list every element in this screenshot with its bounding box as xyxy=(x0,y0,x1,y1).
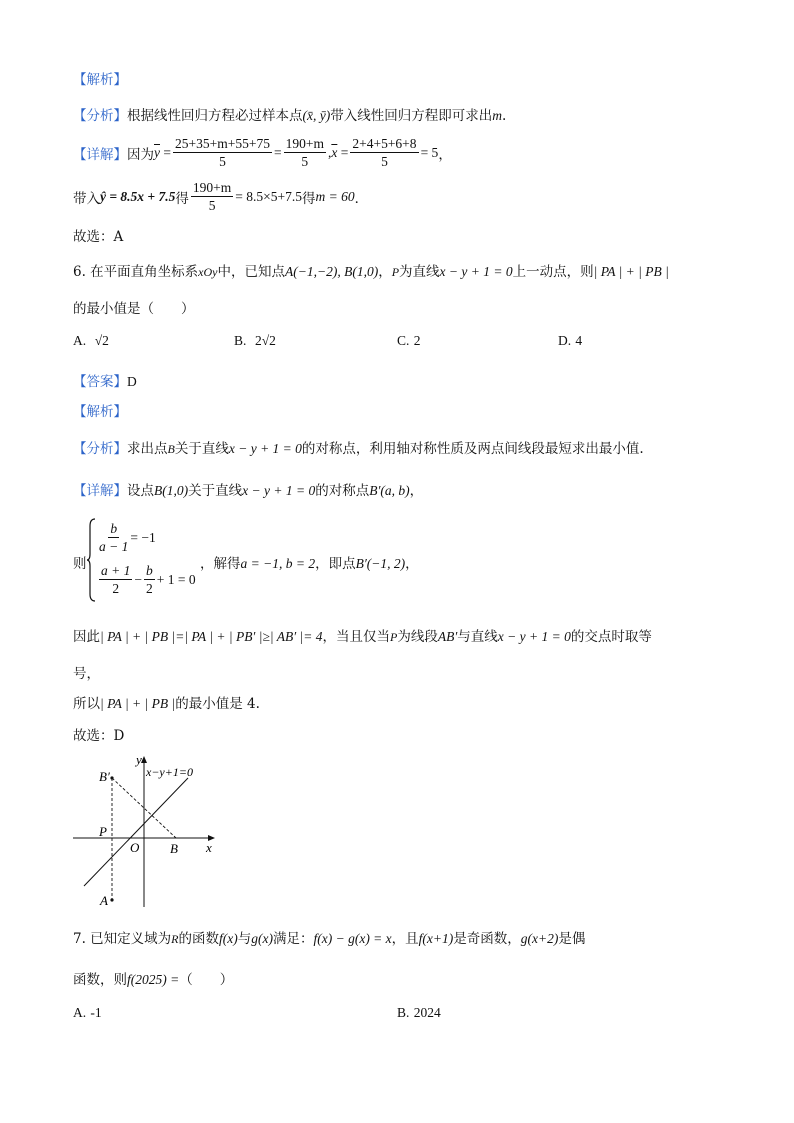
analysis-end: . xyxy=(501,108,507,124)
fig-label-x: x xyxy=(206,840,212,855)
y-mean-fraction-2 xyxy=(284,136,326,169)
sample-point: (x̄, ȳ) xyxy=(302,108,331,123)
q6-ze: 则 xyxy=(73,556,87,572)
q6-sys2-fraction-1 xyxy=(99,563,132,596)
q6-xj-a: 设点 xyxy=(127,483,154,499)
q6-option-b-value: 2√2 xyxy=(254,333,276,348)
q6-yinci-line xyxy=(73,625,652,645)
m-result: m = 60 xyxy=(315,188,355,204)
q6-figure xyxy=(70,752,220,910)
xiangjie-line: 【详解】 因为 $\overline{y}$ = $\frac{25+35+m+55+75}{5}$ = $\frac{190+m}{5}$ , $\overline{x}$ = $\frac{2+4+5+6+8}{5}$ = 5 ， xyxy=(73,136,452,169)
jiexi-tag: 【解析】 xyxy=(73,72,127,88)
q6-option-a-label: A. xyxy=(73,333,87,348)
q7-line2-a: 函数，则 xyxy=(73,972,127,988)
answer-5: 故选：A xyxy=(73,229,124,245)
q6-option-c-label: C. xyxy=(397,333,410,348)
q6-sys1-num: b xyxy=(110,521,118,536)
point-a xyxy=(110,898,113,901)
q6-stem-c: ， xyxy=(378,264,392,280)
q7-fx1: f(x+1) xyxy=(418,931,454,946)
q6-stem-b: 中，已知点 xyxy=(217,264,285,280)
q7-option-b-label: B. xyxy=(397,1005,410,1020)
q6-option-c-value: 2 xyxy=(413,333,421,348)
point-bprime xyxy=(110,776,113,779)
q6-system-eq-1 xyxy=(97,521,156,554)
end-dot: ． xyxy=(354,190,369,207)
q6-xiangjie-line xyxy=(73,479,423,499)
fig-label-bprime: B′ xyxy=(99,769,110,784)
q6-xoy: xOy xyxy=(198,265,218,279)
q6-sys-after-a: ，解得 xyxy=(200,556,241,572)
q7-f2025: f(2025) = xyxy=(127,972,180,987)
q6-suoyi-expr: | PA | + | PB | xyxy=(100,696,176,711)
q6-stem-line-1 xyxy=(73,260,669,280)
substitute-denominator: 5 xyxy=(208,198,216,213)
regression-equation: ŷ = 8.5x + 7.5 xyxy=(100,188,176,204)
q6-yinci-ab: AB′ xyxy=(437,629,458,644)
q6-xj-line: x − y + 1 = 0 xyxy=(242,483,316,498)
q6-yinci-line-eq: x − y + 1 = 0 xyxy=(497,629,571,644)
dairu-text: 带入 xyxy=(73,190,100,207)
q6-daan-line xyxy=(73,370,137,390)
q6-suoyi-b: 的最小值是 4. xyxy=(175,696,260,712)
q6-sys2-den1: 2 xyxy=(112,581,120,596)
q6-sys-after-b: ，即点 xyxy=(315,556,356,572)
q6-fenxi-d: 的对称点，利用轴对称性质及两点间线段最短求出最小值. xyxy=(301,441,644,457)
q6-sys-sol: a = −1, b = 2 xyxy=(240,556,316,571)
q6-xj-bp: B′(a, b) xyxy=(369,483,410,498)
q6-fenxi-line xyxy=(73,437,644,457)
substitute-line xyxy=(73,180,368,213)
q7-stem-line-1 xyxy=(73,927,585,947)
q6-xj-b: B(1,0) xyxy=(154,483,189,498)
q6-stem-line-2: 的最小值是（ ） xyxy=(73,301,195,317)
q6-sys2-fraction-2 xyxy=(144,563,155,596)
y-mean-numerator-2: 190+m xyxy=(285,136,324,151)
fig-label-p: P xyxy=(99,824,107,839)
q6-suoyi-line xyxy=(73,692,260,712)
var-m: m xyxy=(492,108,502,123)
y-mean-denominator-2: 5 xyxy=(301,154,309,169)
q6-fenxi-c: 关于直线 xyxy=(174,441,229,457)
q6-p: P xyxy=(391,265,400,279)
q6-yinci-expr: | PA | + | PB |=| PA | + | PB′ |≥| AB′ |= 4 xyxy=(100,629,323,644)
q6-stem-d: 为直线 xyxy=(399,264,440,280)
q7-stem-b: 的函数 xyxy=(178,931,220,947)
q6-yinci-e: 的交点时取等 xyxy=(570,629,652,645)
q6-sys2-den2: 2 xyxy=(146,581,153,596)
fenxi-tag: 【分析】 xyxy=(73,108,127,124)
x-mean-denominator: 5 xyxy=(381,154,388,169)
q6-suoyi-a: 所以 xyxy=(73,696,100,712)
q7-stem-f: 是偶 xyxy=(558,931,586,947)
q6-yinci-b: ，当且仅当 xyxy=(322,629,390,645)
q6-line: x − y + 1 = 0 xyxy=(439,264,513,279)
q6-stem-e: 上一动点，则 xyxy=(512,264,594,280)
analysis-text-a: 根据线性回归方程必过样本点 xyxy=(127,108,303,124)
q6-yinci-p: P xyxy=(390,630,398,644)
q6-sys1-den: a − 1 xyxy=(99,539,129,554)
q6-points: A(−1,−2), B(1,0) xyxy=(285,264,379,279)
fig-label-o: O xyxy=(130,840,140,855)
de-text-2: 得 xyxy=(301,190,316,207)
q7-stem-line-2 xyxy=(73,968,233,988)
q6-stem-a: 6. 在平面直角坐标系 xyxy=(73,264,199,280)
q6-sys1-rhs: = −1 xyxy=(130,529,156,545)
q6-option-c xyxy=(397,333,420,349)
q7-line2-b: （ ） xyxy=(179,972,234,988)
substitute-rhs: = 8.5×5+7.5 xyxy=(235,188,302,204)
q6-sys2-mid: − xyxy=(134,571,142,587)
substitute-numerator: 190+m xyxy=(192,180,232,195)
substitute-fraction xyxy=(191,180,233,213)
q6-sys-point: B′(−1, 2) xyxy=(355,556,406,571)
q6-daan-tag: 【答案】 xyxy=(73,374,127,390)
because-text: 因为 xyxy=(127,146,154,163)
q6-system-solution xyxy=(200,552,419,572)
q6-daan-value: D xyxy=(127,374,137,389)
q6-xj-e: ， xyxy=(409,483,424,499)
x-mean-fraction xyxy=(350,136,418,169)
analysis-line xyxy=(73,104,506,124)
q6-fenxi-tag: 【分析】 xyxy=(73,441,127,457)
analysis-text-b: 带入线性回归方程即可求出 xyxy=(330,108,493,124)
q6-option-a xyxy=(73,333,109,349)
q6-sys2-rhs: + 1 = 0 xyxy=(156,571,196,587)
x-bar: $\overline{x}$ xyxy=(331,144,338,160)
fig-label-line: x−y+1=0 xyxy=(146,765,193,779)
y-mean-denominator: 5 xyxy=(219,154,226,169)
y-bar: $\overline{y}$ xyxy=(154,144,160,160)
q7-stem-c: 满足： xyxy=(272,931,314,947)
q6-yinci-a: 因此 xyxy=(73,629,100,645)
q6-answer: 故选：D xyxy=(73,728,125,744)
fig-label-y: y xyxy=(136,752,142,767)
q6-sys1-fraction xyxy=(99,521,128,554)
q7-stem-a: 7. 已知定义域为 xyxy=(73,931,172,947)
q6-option-d xyxy=(558,333,582,349)
xiangjie-tag: 【详解】 xyxy=(73,146,127,163)
x-mean-result: = 5 xyxy=(420,144,439,160)
q6-fenxi-line-eq: x − y + 1 = 0 xyxy=(228,441,302,456)
q6-jiexi-tag: 【解析】 xyxy=(73,404,127,420)
q6-fenxi-b: B xyxy=(167,442,175,456)
q7-option-a-value: -1 xyxy=(90,1005,102,1020)
q6-sys2-num2: b xyxy=(146,563,153,578)
q7-fx: f(x) xyxy=(219,931,238,946)
q7-r: R xyxy=(171,932,179,946)
q6-option-b-label: B. xyxy=(234,333,247,348)
q7-yu: 与 xyxy=(237,931,252,947)
q6-expr: | PA | + | PB | xyxy=(593,264,669,279)
q6-yinci-c: 为线段 xyxy=(397,629,438,645)
q6-fenxi-a: 求出点 xyxy=(127,441,168,457)
y-mean-fraction xyxy=(173,136,272,169)
q7-option-a xyxy=(73,1005,102,1021)
q7-gx2: g(x+2) xyxy=(520,931,559,946)
q7-option-a-label: A. xyxy=(73,1005,87,1020)
de-text: 得 xyxy=(175,190,189,207)
q6-option-b xyxy=(234,333,276,349)
q6-xj-c: 关于直线 xyxy=(188,483,243,499)
q7-option-b-value: 2024 xyxy=(413,1005,441,1020)
q6-system-brace xyxy=(87,518,97,602)
fig-label-a: A xyxy=(100,893,108,908)
q7-gx: g(x) xyxy=(251,931,273,946)
q7-cond: f(x) − g(x) = x xyxy=(313,931,392,946)
q6-option-d-value: 4 xyxy=(575,333,583,348)
q6-option-a-value: √2 xyxy=(94,333,109,348)
y-mean-numerator: 25+35+m+55+75 xyxy=(175,136,270,151)
q7-stem-d: ，且 xyxy=(391,931,419,947)
q6-hao: 号， xyxy=(73,666,100,682)
q6-xiangjie-tag: 【详解】 xyxy=(73,483,127,499)
q6-system-eq-2 xyxy=(97,563,196,596)
q6-sys-after-c: ， xyxy=(405,556,419,572)
q7-stem-e: 是奇函数， xyxy=(453,931,521,947)
fig-label-b: B xyxy=(170,841,178,856)
xiangjie-end: ， xyxy=(438,146,452,163)
q6-yinci-d: 与直线 xyxy=(457,629,498,645)
q6-sys2-num1: a + 1 xyxy=(101,563,131,578)
q6-xj-d: 的对称点 xyxy=(315,483,370,499)
x-mean-numerator: 2+4+5+6+8 xyxy=(352,136,417,151)
q6-option-d-label: D. xyxy=(558,333,572,348)
q7-option-b xyxy=(397,1005,441,1021)
